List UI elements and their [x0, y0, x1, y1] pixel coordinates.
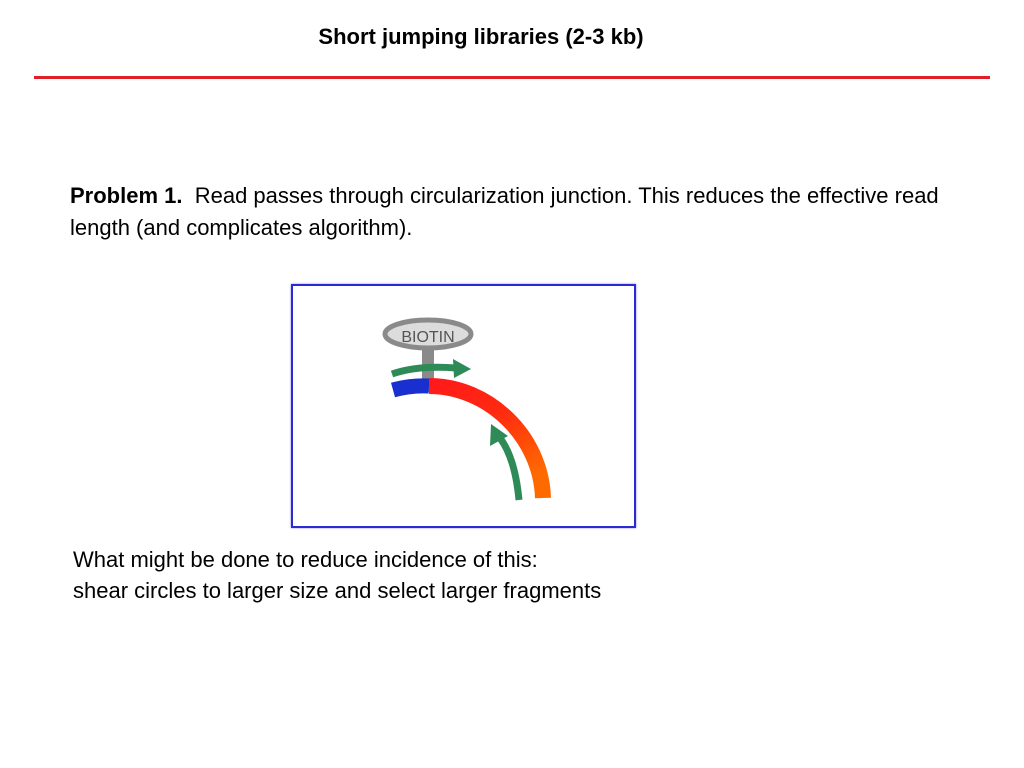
top-read-arrowhead-icon — [453, 359, 471, 378]
title-divider — [34, 76, 990, 79]
biotin-label: BIOTIN — [401, 329, 455, 346]
red-dna-segment — [429, 386, 543, 498]
problem-text: Read passes through circularization junction. This reduces the effective read length (and complicates algorithm). — [70, 183, 939, 240]
answer-response: shear circles to larger size and select larger fragments — [73, 578, 602, 603]
problem-label: Problem 1. — [70, 183, 183, 208]
answer-question: What might be done to reduce incidence of this: — [73, 547, 538, 572]
problem-statement — [70, 180, 970, 244]
blue-dna-segment — [393, 386, 429, 390]
answer-block — [73, 544, 973, 606]
junction-diagram-svg — [293, 286, 634, 526]
lower-read-arrow — [500, 438, 519, 500]
slide-title: Short jumping libraries (2-3 kb) — [318, 24, 644, 49]
junction-diagram — [291, 284, 636, 528]
